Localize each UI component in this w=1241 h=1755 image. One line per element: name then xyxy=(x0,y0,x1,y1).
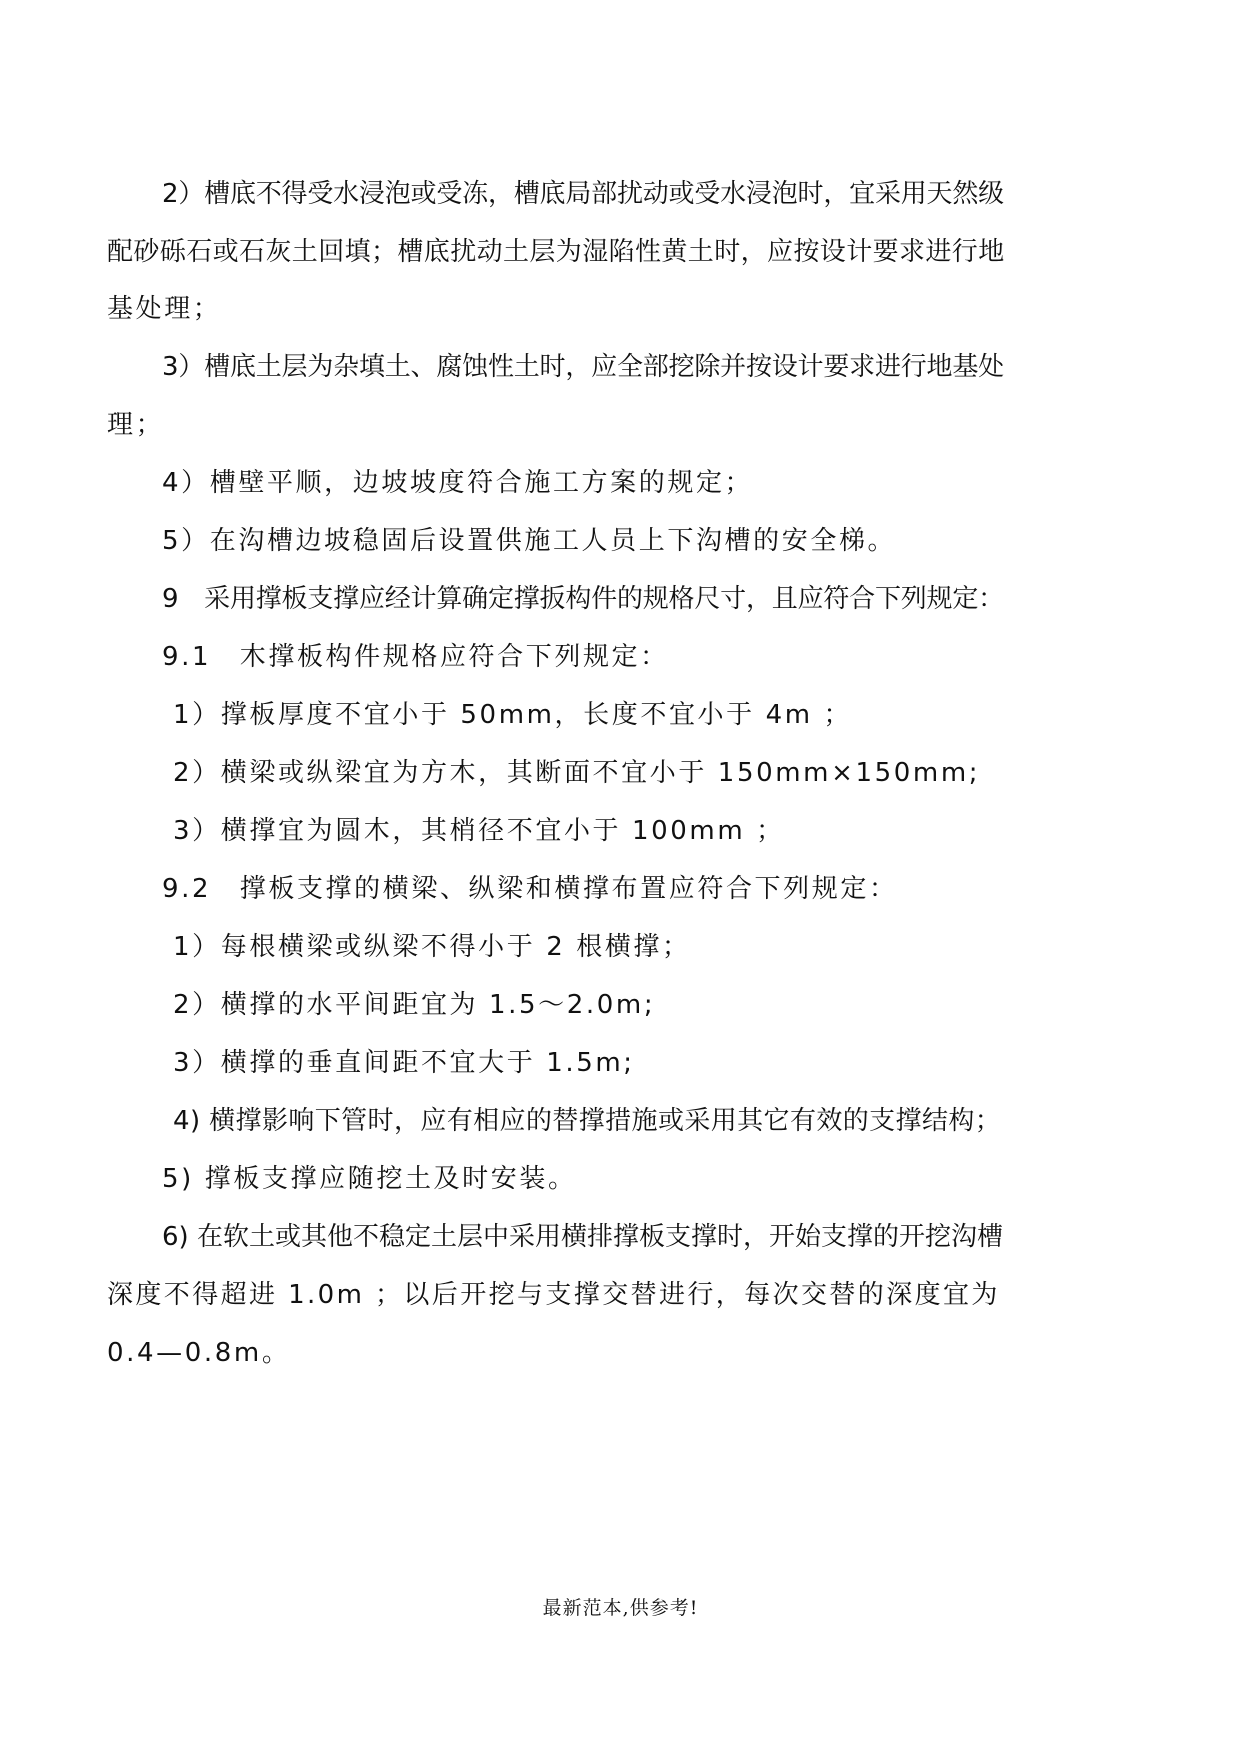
paragraph-line: 9.1 木撑板构件规格应符合下列规定： xyxy=(162,642,669,672)
paragraph-line: 1）每根横梁或纵梁不得小于 2 根横撑； xyxy=(173,932,691,962)
paragraph-line: 9.2 撑板支撑的横梁、纵梁和横撑布置应符合下列规定： xyxy=(162,874,898,904)
paragraph-line: 配砂砾石或石灰土回填；槽底扰动土层为湿陷性黄土时，应按设计要求进行地 xyxy=(107,237,1005,267)
paragraph-line: 4) 横撑影响下管时，应有相应的替撑措施或采用其它有效的支撑结构； xyxy=(173,1106,1002,1136)
paragraph-line: 2）槽底不得受水浸泡或受冻，槽底局部扰动或受水浸泡时，宜采用天然级 xyxy=(162,179,1004,209)
paragraph-line: 深度不得超进 1.0m ；以后开挖与支撑交替进行，每次交替的深度宜为 xyxy=(107,1280,1000,1310)
paragraph-line: 理； xyxy=(107,410,165,440)
paragraph-line: 4）槽壁平顺，边坡坡度符合施工方案的规定； xyxy=(162,468,754,498)
paragraph-line: 3）槽底土层为杂填土、腐蚀性土时，应全部挖除并按设计要求进行地基处 xyxy=(162,352,1004,382)
paragraph-line: 9 采用撑板支撑应经计算确定撑扳构件的规格尺寸，且应符合下列规定： xyxy=(162,584,1004,614)
paragraph-line: 3）横撑的垂直间距不宜大于 1.5m; xyxy=(173,1048,635,1078)
paragraph-line: 1）撑板厚度不宜小于 50mm，长度不宜小于 4m ； xyxy=(173,700,853,730)
page-footer: 最新范本,供参考! xyxy=(542,1597,699,1619)
paragraph-line: 2）横撑的水平间距宜为 1.5～2.0m; xyxy=(173,990,656,1020)
paragraph-line: 5）在沟槽边坡稳固后设置供施工人员上下沟槽的安全梯。 xyxy=(162,526,897,556)
paragraph-line: 2）横梁或纵梁宜为方木，其断面不宜小于 150mm×150mm; xyxy=(173,758,981,788)
paragraph-line: 6) 在软土或其他不稳定土层中采用横排撑板支撑时，开始支撑的开挖沟槽 xyxy=(162,1222,1003,1252)
paragraph-line: 基处理； xyxy=(107,294,222,324)
paragraph-line: 5) 撑板支撑应随挖土及时安装。 xyxy=(162,1164,577,1194)
paragraph-line: 3）横撑宜为圆木，其梢径不宜小于 100mm ； xyxy=(173,816,785,846)
paragraph-line: 0.4—0.8m。 xyxy=(107,1338,291,1368)
